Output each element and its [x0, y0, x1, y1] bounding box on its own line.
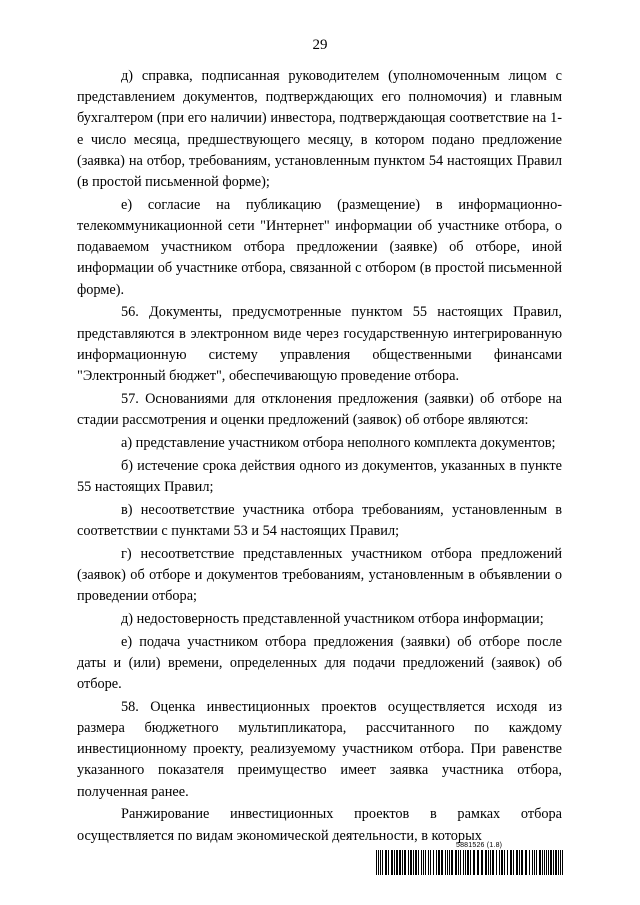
paragraph-d-certificate: д) справка, подписанная руководителем (уполномоченным лицом с представлением документов, подтверждающих его полномочия) и главным бухгалтером (при его наличии) инвестора, подтверждающая соответствие на 1-е число месяца, предшествующего месяцу, в котором подано предложение (заявка) на отбор, требованиям, установленным пунктом 54 настоящих Правил (в простой письменной форме); — [77, 68, 562, 191]
paragraph-56: 56. Документы, предусмотренные пунктом 55 настоящих Правил, представляются в электронном виде через государственную интегрированную информационную систему управления общественными финансами "Электронный бюджет", обеспечивающую проведение отбора. — [77, 304, 562, 385]
paragraph-e-consent: е) согласие на публикацию (размещение) в информационно-телекоммуникационной сети "Интернет" информации об участнике отбора, о подаваемом участником отбора предложении (заявке) об отборе, иной информации об участнике отбора, связанной с отбором (в простой письменной форме). — [77, 196, 562, 298]
paragraph-57-a: а) представление участником отбора неполного комплекта документов; — [121, 434, 556, 451]
document-ref-code: 5881526 (1.8) — [456, 842, 503, 849]
barcode-icon — [376, 850, 563, 875]
paragraph-57-b: б) истечение срока действия одного из документов, указанных в пункте 55 настоящих Правил; — [77, 457, 562, 495]
page-number: 29 — [312, 37, 328, 53]
paragraph-57-g: г) несоответствие представленных участником отбора предложений (заявок) об отборе и документов требованиям, установленным в объявлении о проведении отбора; — [77, 545, 562, 605]
paragraph-57: 57. Основаниями для отклонения предложения (заявки) об отборе на стадии рассмотрения и оценки предложений (заявок) об отборе являются: — [77, 390, 562, 429]
paragraph-57-e: е) подача участником отбора предложения (заявки) об отборе после даты и (или) времени, определенных для подачи предложений (заявок) об отборе. — [77, 633, 562, 693]
paragraph-ranking: Ранжирование инвестиционных проектов в рамках отбора осуществляется по видам экономической деятельности, в которых — [77, 806, 562, 844]
paragraph-57-v: в) несоответствие участника отбора требованиям, установленным в соответствии с пунктами 53 и 54 настоящих Правил; — [77, 501, 562, 539]
document-body — [77, 66, 562, 848]
paragraph-58: 58. Оценка инвестиционных проектов осуществляется исходя из размера бюджетного мультипликатора, рассчитанного по каждому инвестиционному проекту, реализуемому участником отбора. При равенстве указанного показателя преимущество имеет заявка участника отбора, полученная ранее. — [77, 698, 562, 800]
paragraph-57-d: д) недостоверность представленной участником отбора информации; — [121, 610, 544, 627]
